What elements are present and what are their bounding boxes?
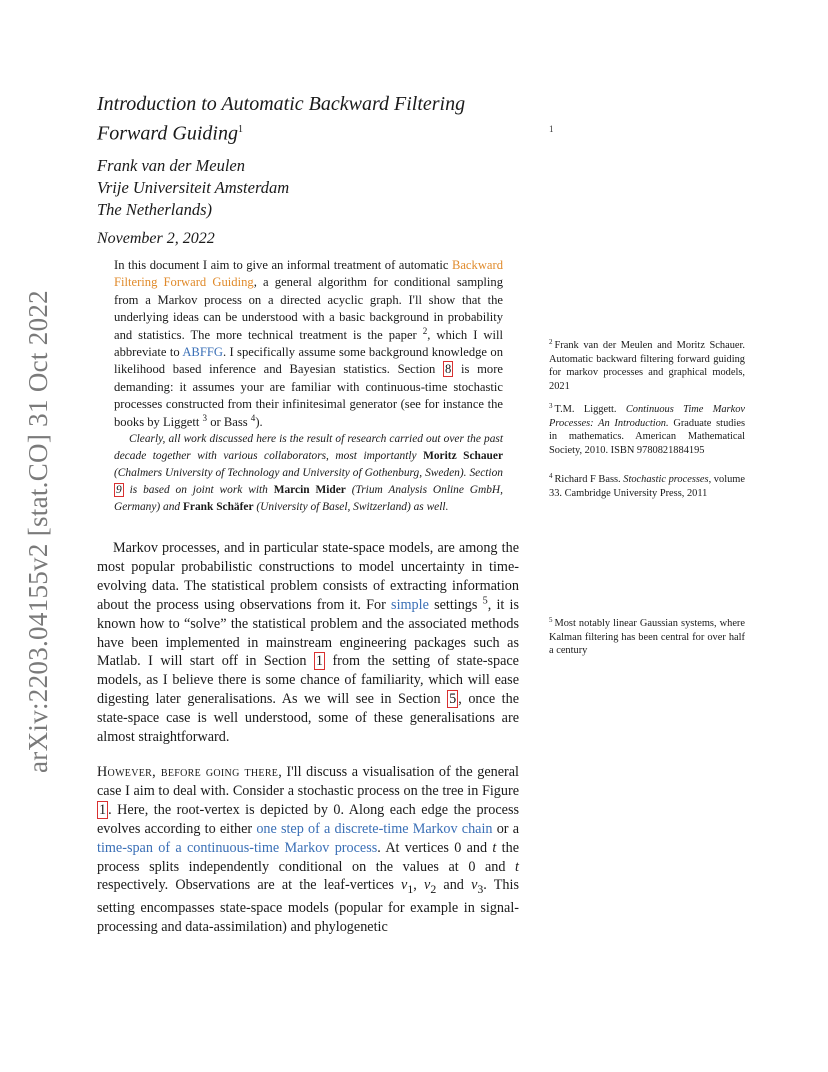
author-country: The Netherlands) — [97, 199, 213, 219]
bffg-link[interactable]: Backward Filtering Forward Guiding — [114, 258, 503, 290]
paper-title — [97, 92, 527, 147]
abstract-paragraph: In this document I aim to give an informal treatment of automatic Backward Filtering Forward Guiding, a general algorithm for conditional sampling from a Markov process on a directed acyclic graph. I'll show that the underlying ideas can be understood with a basic background in probability and statistics. The more technical treatment is the paper $^2$, which I will abbreviate to ABFFG. I specifically assume some background knowledge on likelihood based inference and Bayesian statistics. Section 8 is more demanding: it assumes your are familiar with continuous-time stochastic processes constructed from their infinitesimal generator (see for instance the books by Liggett $^3$ or Bass $^4$). — [114, 258, 504, 429]
author-block — [97, 155, 527, 221]
citation-5[interactable]: 5 — [482, 594, 488, 606]
author-name: Frank van der Meulen — [97, 155, 245, 175]
paper-title-text: Introduction to Automatic Backward Filtering Forward Guiding — [97, 93, 466, 145]
abffg-link[interactable]: ABFFG — [182, 345, 223, 360]
title-footnote-mark[interactable]: 1 — [237, 124, 243, 135]
author-affiliation: Vrije Universiteit Amsterdam — [97, 177, 290, 197]
collaborator-name: Moritz Schauer — [423, 449, 504, 462]
section-5-ref[interactable]: 5 — [449, 691, 457, 708]
figure-1-ref[interactable]: 1 — [99, 801, 107, 818]
sidenote-3: $^3$ T.M. Liggett. Continuous Time Markov Processes: An Introduction. Graduate studies in mathematics. American Mathematical Society, 2010. ISBN 9780821884195 — [549, 401, 746, 456]
collaborator-name: Frank Schäfer — [182, 500, 254, 513]
margin-footnote-mark: 1 — [549, 124, 554, 134]
continuous-time-markov-link[interactable]: time-span of a continuous-time Markov process — [97, 839, 378, 856]
simple-link[interactable]: simple — [391, 596, 429, 613]
arxiv-id-text: arXiv:2203.04155v2 [stat.CO] 31 Oct 2022 — [22, 289, 53, 773]
citation-4[interactable]: 4 — [250, 412, 256, 423]
discrete-time-markov-link[interactable]: one step of a discrete-time Markov chain — [256, 820, 493, 837]
section-8-ref[interactable]: 8 — [445, 362, 452, 377]
paper-date: November 2, 2022 — [97, 229, 215, 247]
body-paragraph-1: Markov processes, and in particular state-space models, are among the most popular probabilistic constructions to model uncertainty in time-evolving data. The statistical problem consists of extracting information about the process using observations from it. For simple settings $^5$, it is known how to “solve” the statistical problem and the associated methods have been implemented in mainstream engineering packages such as Matlab. I will start off in Section 1 from the setting of state-space models, as I believe there is some chance of familiarity, which will ease digesting later generalisations. As we will see in Section 5 , once the state-space case is well understood, some of these generalisations are almost straightforward. — [97, 540, 519, 746]
acknowledgement-paragraph: Clearly, all work discussed here is the result of research carried out over the past decade together with various collaborators, most importantly Moritz Schauer (Chalmers University of Technology and University of Gothenburg, Sweden). Section 9 is based on joint work with Marcin Mider (Trium Analysis Online GmbH, Germany) and Frank Schäfer (University of Basel, Switzerland) as well. — [114, 433, 504, 513]
citation-3[interactable]: 3 — [202, 412, 208, 423]
sidenote-4: $^4$ Richard F Bass. Stochastic processes, volume 33. Cambridge University Press, 2011 — [549, 471, 745, 499]
collaborator-name: Marcin Mider — [273, 483, 346, 496]
citation-2[interactable]: 2 — [422, 325, 428, 336]
small-caps-lead: However, before going there — [97, 764, 279, 780]
section-1-ref[interactable]: 1 — [315, 653, 323, 670]
section-9-ref[interactable]: 9 — [116, 483, 122, 496]
arxiv-identifier-stamp — [16, 286, 60, 776]
body-paragraph-2: However, before going there, I'll discuss a visualisation of the general case I aim to deal with. Consider a stochastic process on the tree in Figure 1 . Here, the root-vertex is depicted by 0. Along each edge the process evolves according to either one step of a discrete-time Markov chain or a time-span of a continuous-time Markov process. At vertices 0 and t the process splits independently conditional on the values at 0 and t respectively. Observations are at the leaf-vertices $v_1$, $v_2$ and $v_3$. This setting encompasses state-space models (popular for example in signal-processing and data-assimilation) and phylogenetic — [97, 764, 519, 936]
sidenote-5: $^5$ Most notably linear Gaussian systems, where Kalman filtering has been central for over half a century — [549, 615, 745, 657]
title-block — [97, 92, 527, 264]
sidenote-2: $^2$ Frank van der Meulen and Moritz Schauer. Automatic backward filtering forward guiding for markov processes and graphical models, 2021 — [549, 337, 745, 392]
